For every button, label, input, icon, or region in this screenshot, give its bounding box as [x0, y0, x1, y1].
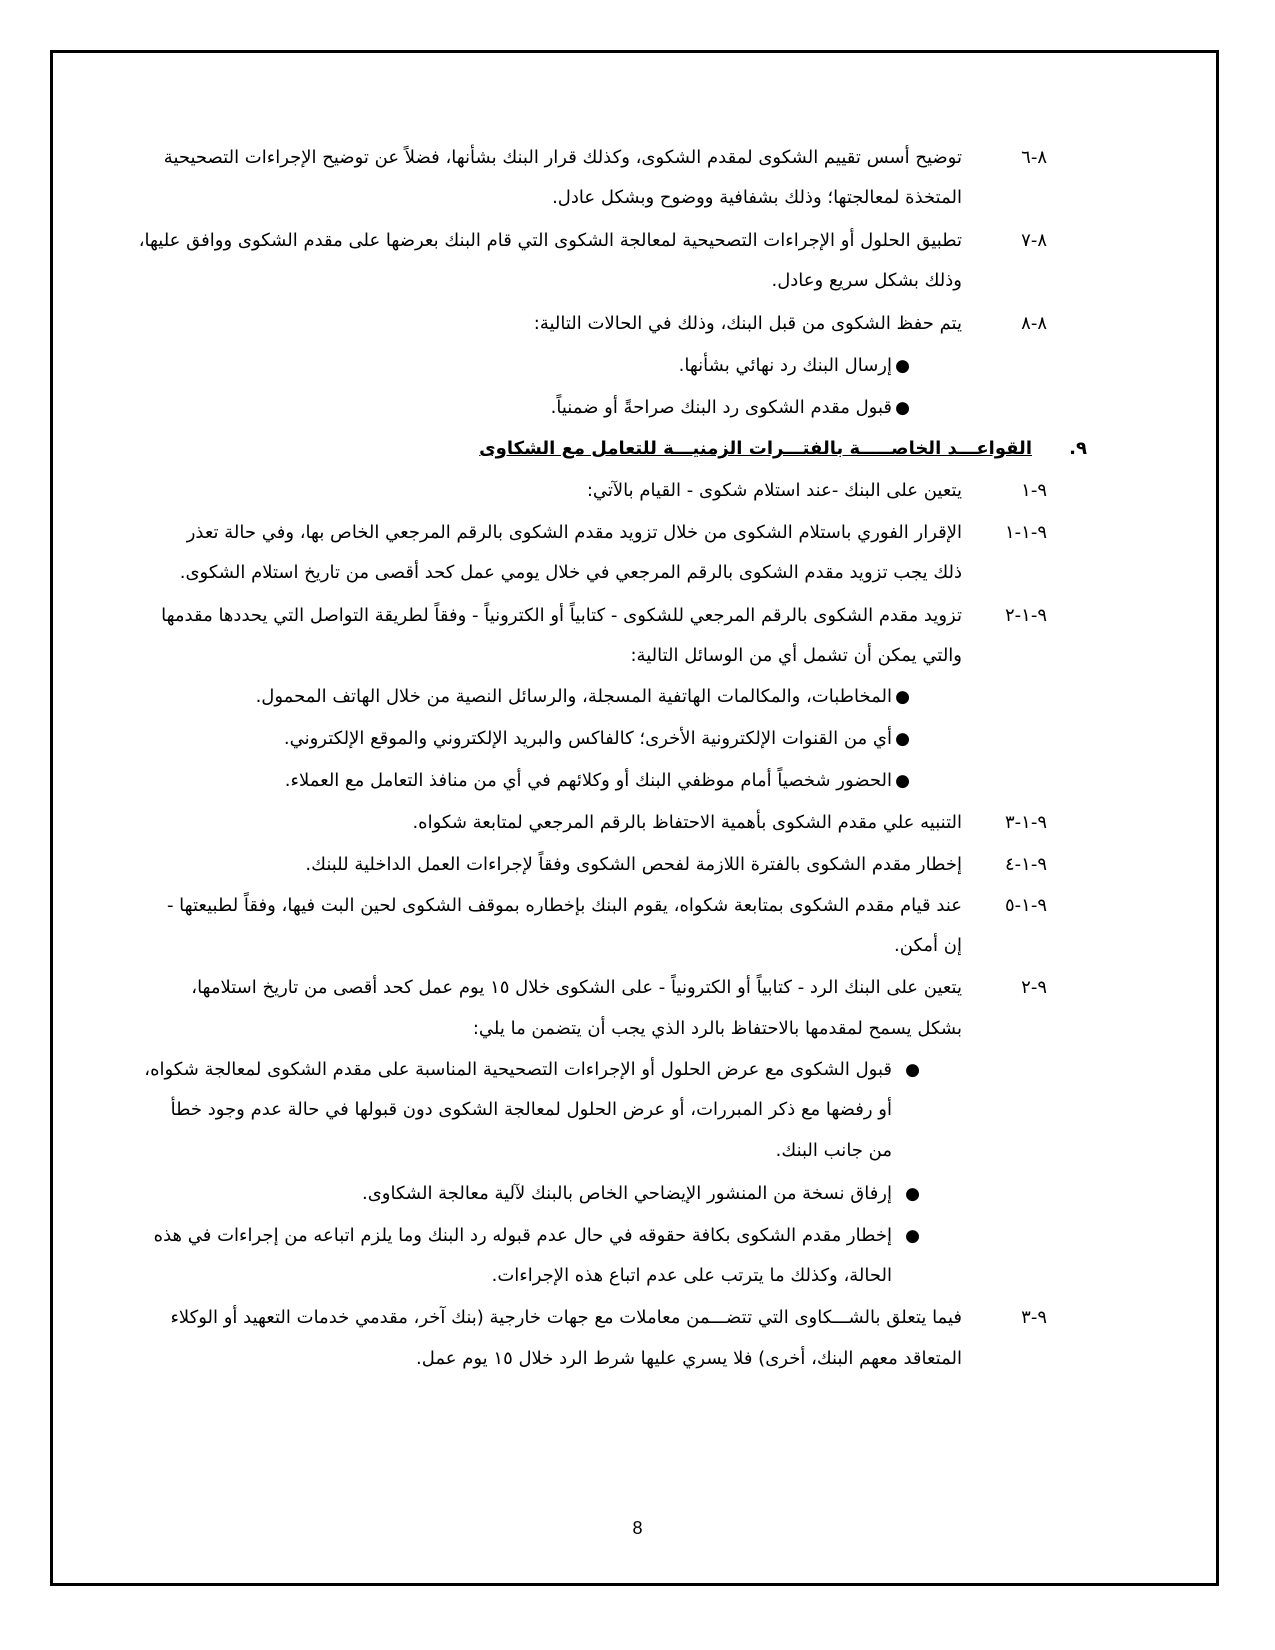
- clause-number: ٩-١-٢: [1004, 605, 1047, 626]
- clause-text: المتعاقد معهم البنك، أخرى) فلا يسري عليها شرط الرد خلال ١٥ يوم عمل.: [416, 1348, 962, 1369]
- clause-number: ٨-٦: [1021, 147, 1047, 168]
- clause-number: ٩-١-٥: [1004, 895, 1047, 916]
- bullet-dot: ●: [905, 1184, 920, 1204]
- bullet-text: الحضور شخصياً أمام موظفي البنك أو وكلائهم في أي من منافذ التعامل مع العملاء.: [284, 770, 892, 791]
- clause-number: ٩-١-٤: [1004, 854, 1047, 875]
- section-number: .٩: [1069, 438, 1087, 459]
- bullet-text: أو رفضها مع ذكر المبررات، أو عرض الحلول لمعالجة الشكوى دون قبولها في حالة عدم وجود خطأ: [170, 1099, 892, 1120]
- bullet-text: أي من القنوات الإلكترونية الأخرى؛ كالفاكس والبريد الإلكتروني والموقع الإلكتروني.: [283, 728, 892, 749]
- clause-text: تطبيق الحلول أو الإجراءات التصحيحية لمعالجة الشكوى التي قام البنك بعرضها على مقدم الشكوى ووافق عليها،: [138, 230, 962, 251]
- clause-text: فيما يتعلق بالشـــكاوى التي تتضـــمن معاملات مع جهات خارجية (بنك آخر، مقدمي خدمات التعهيد أو الوكلاء: [170, 1307, 962, 1328]
- clause-text: توضيح أسس تقييم الشكوى لمقدم الشكوى، وكذلك قرار البنك بشأنها، فضلاً عن توضيح الإجراءات التصحيحية: [163, 147, 962, 168]
- clause-number: ٩-١: [1021, 480, 1047, 501]
- bullet-text: قبول مقدم الشكوى رد البنك صراحةً أو ضمنياً.: [550, 397, 892, 418]
- clause-text: إن أمكن.: [894, 935, 962, 956]
- clause-text: يتعين على البنك الرد - كتابياً أو الكترونياً - على الشكوى خلال ١٥ يوم عمل كحد أقصى من تاريخ استلامها،: [191, 977, 962, 998]
- bullet-dot: ●: [905, 1060, 920, 1080]
- clause-number: ٨-٧: [1021, 230, 1047, 251]
- section-heading: القواعـــد الخاصـــــة بالفتـــرات الزمنيـــة للتعامل مع الشكاوى: [479, 438, 1032, 459]
- clause-text: إخطار مقدم الشكوى بالفترة اللازمة لفحص الشكوى وفقاً لإجراءات العمل الداخلية للبنك.: [305, 854, 962, 875]
- bullet-text: المخاطبات، والمكالمات الهاتفية المسجلة، والرسائل النصية من خلال الهاتف المحمول.: [255, 686, 892, 707]
- clause-text: الإقرار الفوري باستلام الشكوى من خلال تزويد مقدم الشكوى بالرقم المرجعي الخاص بها، وفي حالة تعذر: [186, 522, 962, 543]
- clause-number: ٩-١-٣: [1004, 812, 1047, 833]
- clause-text: يتعين على البنك -عند استلام شكوى - القيام بالآتي:: [586, 480, 962, 501]
- bullet-dot: ●: [905, 1226, 920, 1246]
- bullet-text: من جانب البنك.: [775, 1140, 892, 1161]
- clause-text: وذلك بشكل سريع وعادل.: [771, 270, 962, 291]
- bullet-dot: ●: [895, 398, 910, 418]
- clause-number: ٩-٣: [1021, 1307, 1047, 1328]
- bullet-text: الحالة، وكذلك ما يترتب على عدم اتباع هذه الإجراءات.: [491, 1265, 892, 1286]
- clause-text: ذلك يجب تزويد مقدم الشكوى بالرقم المرجعي في خلال يومي عمل كحد أقصى من تاريخ استلام الشكوى.: [179, 562, 962, 583]
- clause-text: عند قيام مقدم الشكوى بمتابعة شكواه، يقوم البنك بإخطاره بموقف الشكوى لحين البت فيها، وفقاً لطبيعتها -: [166, 895, 962, 916]
- clause-text: تزويد مقدم الشكوى بالرقم المرجعي للشكوى - كتابياً أو الكترونياً - وفقاً لطريقة التواصل التي يحددها مقدمها: [161, 605, 962, 626]
- bullet-text: إرسال البنك رد نهائي بشأنها.: [678, 355, 892, 376]
- clause-text: التنبيه علي مقدم الشكوى بأهمية الاحتفاظ بالرقم المرجعي لمتابعة شكواه.: [412, 812, 962, 833]
- bullet-text: قبول الشكوى مع عرض الحلول أو الإجراءات التصحيحية المناسبة على مقدم الشكوى لمعالجة شكواه،: [144, 1059, 892, 1080]
- bullet-text: إخطار مقدم الشكوى بكافة حقوقه في حال عدم قبوله رد البنك وما يلزم اتباعه من إجراءات في هذه: [153, 1225, 892, 1246]
- bullet-text: إرفاق نسخة من المنشور الإيضاحي الخاص بالبنك لآلية معالجة الشكاوى.: [361, 1183, 892, 1204]
- page-number: 8: [632, 1518, 643, 1538]
- clause-text: والتي يمكن أن تشمل أي من الوسائل التالية:: [630, 645, 962, 666]
- clause-text: يتم حفظ الشكوى من قبل البنك، وذلك في الحالات التالية:: [533, 313, 962, 334]
- clause-number: ٩-١-١: [1004, 522, 1047, 543]
- bullet-dot: ●: [895, 729, 910, 749]
- clause-number: ٨-٨: [1021, 313, 1047, 334]
- clause-text: بشكل يسمح لمقدمها بالاحتفاظ بالرد الذي يجب أن يتضمن ما يلي:: [472, 1018, 962, 1039]
- bullet-dot: ●: [895, 356, 910, 376]
- bullet-dot: ●: [895, 771, 910, 791]
- clause-number: ٩-٢: [1021, 977, 1047, 998]
- bullet-dot: ●: [895, 687, 910, 707]
- clause-text: المتخذة لمعالجتها؛ وذلك بشفافية ووضوح وبشكل عادل.: [552, 187, 962, 208]
